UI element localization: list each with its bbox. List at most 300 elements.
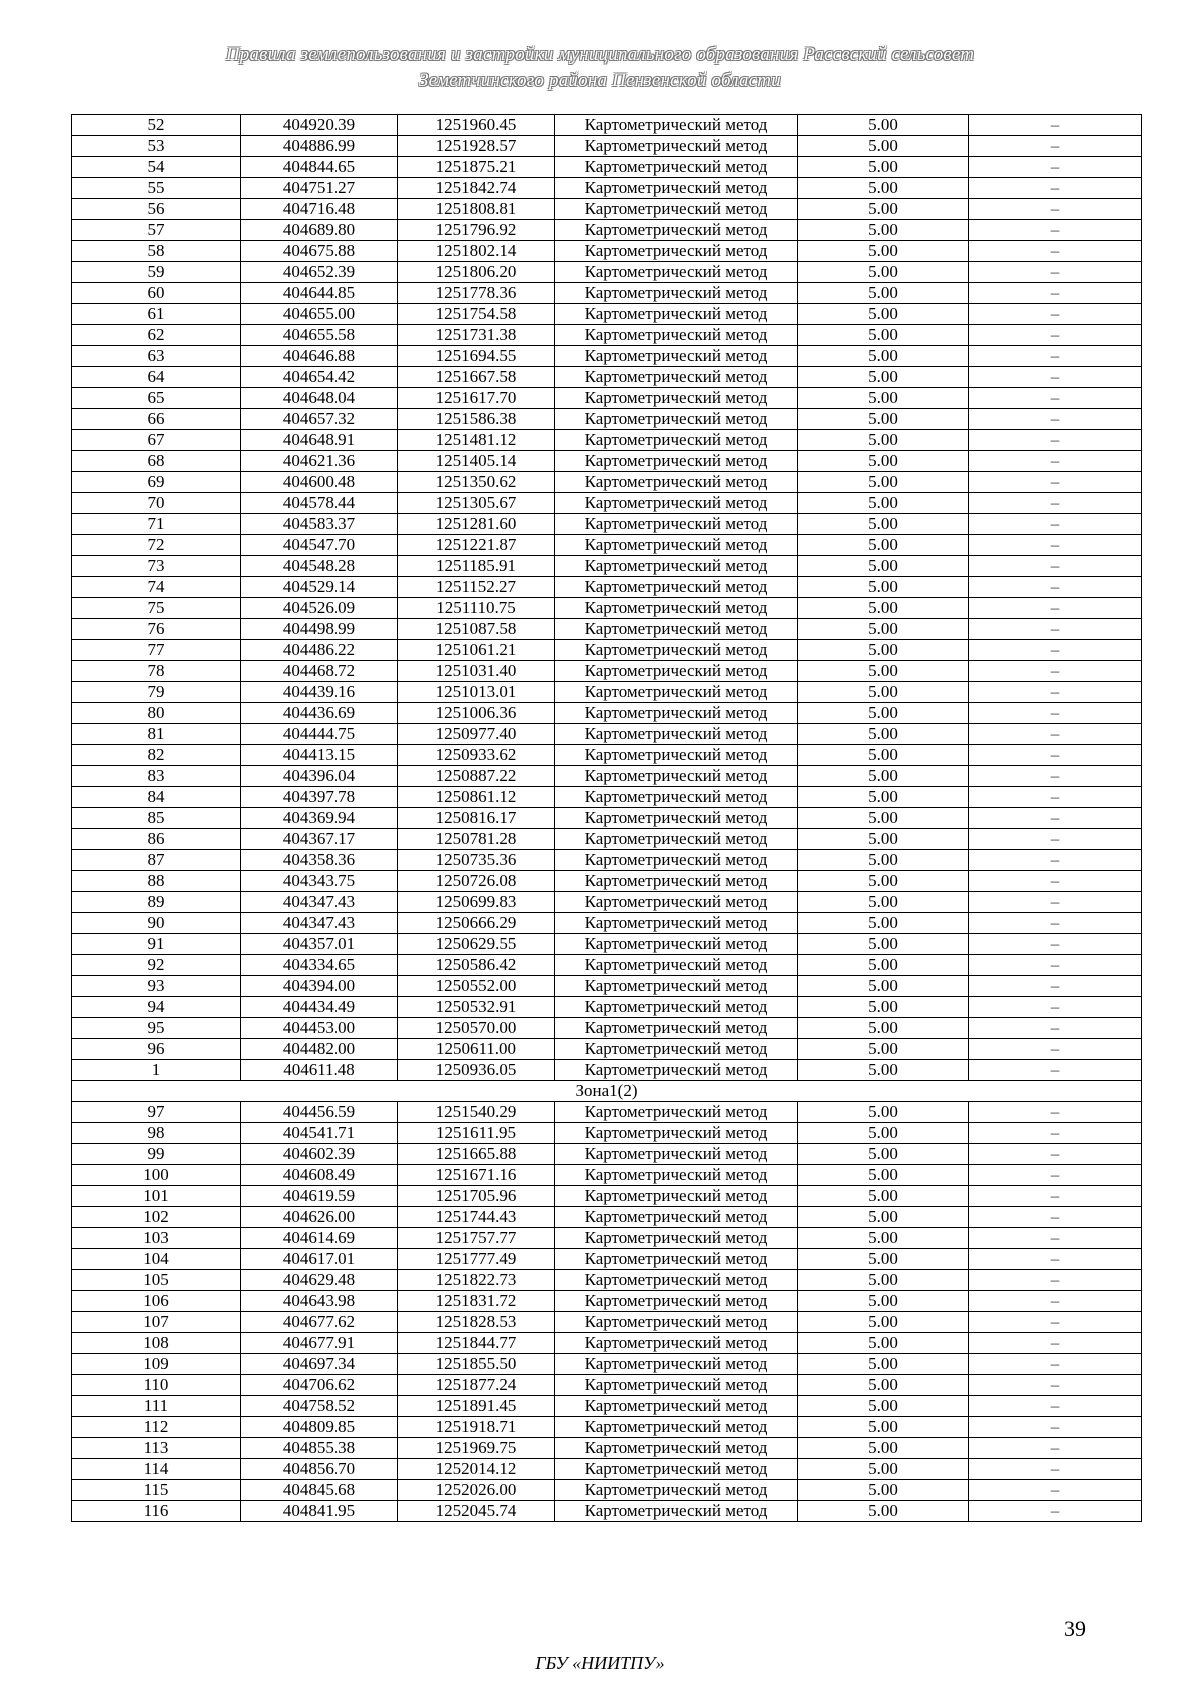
table-cell: 1251185.91 (398, 556, 555, 577)
table-cell: – (969, 808, 1142, 829)
table-cell: 1250552.00 (398, 976, 555, 997)
table-cell: 404619.59 (241, 1186, 398, 1207)
table-cell: 83 (72, 766, 241, 787)
table-cell: Картометрический метод (555, 1123, 798, 1144)
table-cell: 1251221.87 (398, 535, 555, 556)
table-row (72, 220, 1142, 241)
coordinates-table-body (72, 115, 1142, 1522)
table-cell: – (969, 1207, 1142, 1228)
table-cell: – (969, 514, 1142, 535)
table-cell: Картометрический метод (555, 997, 798, 1018)
table-cell: 1251960.45 (398, 115, 555, 136)
table-cell: 5.00 (798, 535, 969, 556)
header-line-2: Земетчинского района Пензенской области (419, 70, 781, 91)
table-row (72, 178, 1142, 199)
table-cell: – (969, 913, 1142, 934)
table-cell: 64 (72, 367, 241, 388)
table-cell: 1251705.96 (398, 1186, 555, 1207)
table-row (72, 1333, 1142, 1354)
table-cell: Картометрический метод (555, 1459, 798, 1480)
table-row (72, 367, 1142, 388)
table-cell: 1250586.42 (398, 955, 555, 976)
table-cell: 79 (72, 682, 241, 703)
table-cell: Картометрический метод (555, 976, 798, 997)
table-cell: – (969, 787, 1142, 808)
table-cell: – (969, 451, 1142, 472)
zone-label: Зона1(2) (72, 1081, 1142, 1102)
table-cell: 5.00 (798, 619, 969, 640)
table-cell: – (969, 115, 1142, 136)
table-cell: – (969, 304, 1142, 325)
table-cell: 5.00 (798, 892, 969, 913)
table-cell: 102 (72, 1207, 241, 1228)
table-row (72, 409, 1142, 430)
table-cell: Картометрический метод (555, 1186, 798, 1207)
table-row (72, 1312, 1142, 1333)
table-cell: 90 (72, 913, 241, 934)
table-cell: 1251778.36 (398, 283, 555, 304)
table-cell: 1251891.45 (398, 1396, 555, 1417)
table-row (72, 1417, 1142, 1438)
table-row (72, 661, 1142, 682)
table-cell: 1250726.08 (398, 871, 555, 892)
table-cell: Картометрический метод (555, 871, 798, 892)
table-cell: 72 (72, 535, 241, 556)
table-cell: – (969, 1186, 1142, 1207)
table-cell: 404809.85 (241, 1417, 398, 1438)
table-row (72, 430, 1142, 451)
table-cell: 1251087.58 (398, 619, 555, 640)
table-cell: 1250887.22 (398, 766, 555, 787)
table-cell: 55 (72, 178, 241, 199)
table-cell: 5.00 (798, 1438, 969, 1459)
table-cell: 5.00 (798, 850, 969, 871)
table-cell: 5.00 (798, 976, 969, 997)
table-row (72, 472, 1142, 493)
table-cell: 71 (72, 514, 241, 535)
table-cell: Картометрический метод (555, 1207, 798, 1228)
table-cell: 404758.52 (241, 1396, 398, 1417)
table-cell: 5.00 (798, 1123, 969, 1144)
table-cell: 1251152.27 (398, 577, 555, 598)
table-cell: Картометрический метод (555, 598, 798, 619)
table-cell: 85 (72, 808, 241, 829)
table-cell: 82 (72, 745, 241, 766)
table-cell: – (969, 766, 1142, 787)
table-cell: 61 (72, 304, 241, 325)
table-cell: – (969, 1333, 1142, 1354)
table-cell: 93 (72, 976, 241, 997)
table-cell: – (969, 472, 1142, 493)
table-row (72, 1270, 1142, 1291)
table-cell: Картометрический метод (555, 178, 798, 199)
table-cell: 84 (72, 787, 241, 808)
table-cell: 5.00 (798, 1165, 969, 1186)
table-row (72, 1165, 1142, 1186)
table-cell: 1251350.62 (398, 472, 555, 493)
table-cell: Картометрический метод (555, 1291, 798, 1312)
table-cell: – (969, 997, 1142, 1018)
header-line-1: Правила землепользования и застройки муниципального образования Рассвский сельсовет (225, 44, 975, 65)
table-cell: – (969, 430, 1142, 451)
table-cell: 1251617.70 (398, 388, 555, 409)
table-cell: 97 (72, 1102, 241, 1123)
table-cell: 5.00 (798, 598, 969, 619)
table-cell: 91 (72, 934, 241, 955)
table-cell: 63 (72, 346, 241, 367)
table-cell: 404855.38 (241, 1438, 398, 1459)
table-cell: Картометрический метод (555, 115, 798, 136)
table-cell: – (969, 325, 1142, 346)
table-cell: 101 (72, 1186, 241, 1207)
table-cell: 87 (72, 850, 241, 871)
table-cell: 5.00 (798, 1039, 969, 1060)
table-cell: 5.00 (798, 808, 969, 829)
table-cell: 1252045.74 (398, 1501, 555, 1522)
table-cell: 404751.27 (241, 178, 398, 199)
table-cell: 69 (72, 472, 241, 493)
table-row (72, 976, 1142, 997)
table-cell: 1251665.88 (398, 1144, 555, 1165)
table-row (72, 913, 1142, 934)
table-cell: 1252026.00 (398, 1480, 555, 1501)
table-cell: 1251822.73 (398, 1270, 555, 1291)
table-cell: 5.00 (798, 1270, 969, 1291)
table-cell: Картометрический метод (555, 430, 798, 451)
table-row (72, 787, 1142, 808)
table-cell: – (969, 409, 1142, 430)
table-cell: 404920.39 (241, 115, 398, 136)
table-cell: 1250699.83 (398, 892, 555, 913)
table-row (72, 1438, 1142, 1459)
table-cell: 404347.43 (241, 892, 398, 913)
table-cell: 59 (72, 262, 241, 283)
table-cell: 75 (72, 598, 241, 619)
table-cell: Картометрический метод (555, 682, 798, 703)
table-row (72, 934, 1142, 955)
table-cell: 1251481.12 (398, 430, 555, 451)
table-cell: – (969, 976, 1142, 997)
table-cell: 74 (72, 577, 241, 598)
table-cell: 1251061.21 (398, 640, 555, 661)
table-cell: 404602.39 (241, 1144, 398, 1165)
table-row (72, 766, 1142, 787)
table-cell: 100 (72, 1165, 241, 1186)
table-cell: 66 (72, 409, 241, 430)
table-cell: 104 (72, 1249, 241, 1270)
table-cell: Картометрический метод (555, 1501, 798, 1522)
table-cell: – (969, 241, 1142, 262)
table-cell: 5.00 (798, 451, 969, 472)
table-cell: Картометрический метод (555, 1312, 798, 1333)
table-cell: 106 (72, 1291, 241, 1312)
table-cell: – (969, 199, 1142, 220)
table-row (72, 1501, 1142, 1522)
table-row (72, 1396, 1142, 1417)
table-row (72, 325, 1142, 346)
table-row (72, 1249, 1142, 1270)
table-cell: 404657.32 (241, 409, 398, 430)
table-row (72, 808, 1142, 829)
table-cell: 5.00 (798, 1144, 969, 1165)
table-row (72, 115, 1142, 136)
table-cell: – (969, 745, 1142, 766)
table-cell: Картометрический метод (555, 787, 798, 808)
table-cell: 67 (72, 430, 241, 451)
table-cell: 1250629.55 (398, 934, 555, 955)
table-cell: – (969, 1438, 1142, 1459)
zone-row (72, 1081, 1142, 1102)
table-cell: 76 (72, 619, 241, 640)
table-cell: – (969, 388, 1142, 409)
table-cell: 404716.48 (241, 199, 398, 220)
table-cell: Картометрический метод (555, 1228, 798, 1249)
table-cell: Картометрический метод (555, 1018, 798, 1039)
table-cell: – (969, 262, 1142, 283)
table-cell: Картометрический метод (555, 262, 798, 283)
table-cell: 404689.80 (241, 220, 398, 241)
page-footer: ГБУ «НИИТПУ» (535, 1653, 665, 1673)
table-cell: 107 (72, 1312, 241, 1333)
table-cell: 404367.17 (241, 829, 398, 850)
table-cell: – (969, 157, 1142, 178)
table-cell: 404498.99 (241, 619, 398, 640)
table-cell: 68 (72, 451, 241, 472)
table-cell: – (969, 934, 1142, 955)
table-cell: 404453.00 (241, 1018, 398, 1039)
table-cell: 1251006.36 (398, 703, 555, 724)
table-cell: 1251281.60 (398, 514, 555, 535)
table-cell: 5.00 (798, 934, 969, 955)
table-cell: 5.00 (798, 262, 969, 283)
table-cell: 404626.00 (241, 1207, 398, 1228)
table-cell: 404578.44 (241, 493, 398, 514)
table-cell: Картометрический метод (555, 1102, 798, 1123)
table-cell: – (969, 640, 1142, 661)
table-cell: 110 (72, 1375, 241, 1396)
table-cell: 5.00 (798, 703, 969, 724)
table-cell: 404617.01 (241, 1249, 398, 1270)
table-cell: – (969, 724, 1142, 745)
table-cell: – (969, 955, 1142, 976)
table-cell: 1250570.00 (398, 1018, 555, 1039)
table-cell: 404343.75 (241, 871, 398, 892)
table-cell: 5.00 (798, 1312, 969, 1333)
table-cell: Картометрический метод (555, 1144, 798, 1165)
table-cell: 5.00 (798, 241, 969, 262)
table-cell: 404648.91 (241, 430, 398, 451)
table-cell: 5.00 (798, 199, 969, 220)
table-cell: 94 (72, 997, 241, 1018)
table-cell: 404583.37 (241, 514, 398, 535)
table-cell: – (969, 1228, 1142, 1249)
table-cell: 404654.42 (241, 367, 398, 388)
table-cell: 1251731.38 (398, 325, 555, 346)
table-cell: 111 (72, 1396, 241, 1417)
table-row (72, 241, 1142, 262)
table-row (72, 997, 1142, 1018)
table-cell: – (969, 850, 1142, 871)
table-cell: – (969, 1291, 1142, 1312)
table-cell: 1251796.92 (398, 220, 555, 241)
table-cell: 5.00 (798, 766, 969, 787)
table-cell: Картометрический метод (555, 1165, 798, 1186)
table-cell: 1251969.75 (398, 1438, 555, 1459)
table-cell: Картометрический метод (555, 1039, 798, 1060)
table-cell: 58 (72, 241, 241, 262)
table-cell: Картометрический метод (555, 1438, 798, 1459)
table-cell: 77 (72, 640, 241, 661)
table-cell: Картометрический метод (555, 1480, 798, 1501)
table-cell: 5.00 (798, 283, 969, 304)
table-cell: 404434.49 (241, 997, 398, 1018)
table-cell: Картометрический метод (555, 661, 798, 682)
table-cell: – (969, 346, 1142, 367)
table-cell: 404526.09 (241, 598, 398, 619)
table-cell: 103 (72, 1228, 241, 1249)
table-cell: 404614.69 (241, 1228, 398, 1249)
table-cell: 404677.91 (241, 1333, 398, 1354)
table-cell: 1250936.05 (398, 1060, 555, 1081)
table-cell: 1251806.20 (398, 262, 555, 283)
table-cell: 5.00 (798, 178, 969, 199)
table-cell: – (969, 136, 1142, 157)
table-cell: 109 (72, 1354, 241, 1375)
table-cell: 5.00 (798, 1186, 969, 1207)
table-cell: 404439.16 (241, 682, 398, 703)
table-cell: – (969, 1123, 1142, 1144)
table-cell: 404646.88 (241, 346, 398, 367)
table-cell: 81 (72, 724, 241, 745)
table-cell: – (969, 1417, 1142, 1438)
table-cell: 1251667.58 (398, 367, 555, 388)
table-cell: 54 (72, 157, 241, 178)
table-cell: Картометрический метод (555, 850, 798, 871)
table-row (72, 388, 1142, 409)
table-cell: 1250861.12 (398, 787, 555, 808)
table-cell: 5.00 (798, 1207, 969, 1228)
table-cell: 53 (72, 136, 241, 157)
table-row (72, 703, 1142, 724)
table-cell: – (969, 493, 1142, 514)
table-cell: 1251611.95 (398, 1123, 555, 1144)
table-cell: Картометрический метод (555, 808, 798, 829)
table-row (72, 829, 1142, 850)
table-cell: Картометрический метод (555, 283, 798, 304)
table-cell: 5.00 (798, 1459, 969, 1480)
table-cell: 404436.69 (241, 703, 398, 724)
table-cell: 1250933.62 (398, 745, 555, 766)
table-cell: Картометрический метод (555, 346, 798, 367)
table-cell: 5.00 (798, 1354, 969, 1375)
table-cell: 404655.00 (241, 304, 398, 325)
table-row (72, 724, 1142, 745)
table-cell: Картометрический метод (555, 619, 798, 640)
table-cell: – (969, 577, 1142, 598)
table-cell: Картометрический метод (555, 304, 798, 325)
table-cell: – (969, 535, 1142, 556)
table-cell: Картометрический метод (555, 1249, 798, 1270)
table-row (72, 199, 1142, 220)
table-cell: – (969, 1270, 1142, 1291)
table-cell: 404394.00 (241, 976, 398, 997)
table-cell: 5.00 (798, 1375, 969, 1396)
table-cell: 73 (72, 556, 241, 577)
table-cell: 1 (72, 1060, 241, 1081)
table-cell: 5.00 (798, 514, 969, 535)
table-cell: 404396.04 (241, 766, 398, 787)
table-cell: – (969, 661, 1142, 682)
table-row (72, 1123, 1142, 1144)
table-row (72, 262, 1142, 283)
table-row (72, 1207, 1142, 1228)
table-cell: Картометрический метод (555, 241, 798, 262)
table-row (72, 1459, 1142, 1480)
table-cell: 52 (72, 115, 241, 136)
table-cell: Картометрический метод (555, 220, 798, 241)
table-cell: 404621.36 (241, 451, 398, 472)
table-cell: 95 (72, 1018, 241, 1039)
table-cell: 56 (72, 199, 241, 220)
table-cell: Картометрический метод (555, 472, 798, 493)
table-row (72, 1144, 1142, 1165)
table-cell: Картометрический метод (555, 577, 798, 598)
table-cell: 404644.85 (241, 283, 398, 304)
table-cell: Картометрический метод (555, 892, 798, 913)
table-cell: – (969, 892, 1142, 913)
table-cell: Картометрический метод (555, 1396, 798, 1417)
table-row (72, 451, 1142, 472)
table-row (72, 1186, 1142, 1207)
table-cell: – (969, 1018, 1142, 1039)
table-row (72, 157, 1142, 178)
table-cell: 404844.65 (241, 157, 398, 178)
table-cell: Картометрический метод (555, 1270, 798, 1291)
table-cell: 1251877.24 (398, 1375, 555, 1396)
table-row (72, 1039, 1142, 1060)
table-cell: 80 (72, 703, 241, 724)
table-cell: – (969, 1102, 1142, 1123)
table-cell: – (969, 283, 1142, 304)
table-cell: 5.00 (798, 1333, 969, 1354)
table-cell: 1251586.38 (398, 409, 555, 430)
table-row (72, 892, 1142, 913)
table-cell: Картометрический метод (555, 1375, 798, 1396)
table-row (72, 1060, 1142, 1081)
table-cell: – (969, 1354, 1142, 1375)
table-cell: 5.00 (798, 577, 969, 598)
table-cell: – (969, 1165, 1142, 1186)
table-row (72, 1354, 1142, 1375)
table-cell: – (969, 1459, 1142, 1480)
table-cell: Картометрический метод (555, 640, 798, 661)
table-cell: 5.00 (798, 745, 969, 766)
table-cell: 5.00 (798, 1480, 969, 1501)
table-cell: 5.00 (798, 367, 969, 388)
table-cell: 1251694.55 (398, 346, 555, 367)
table-cell: 5.00 (798, 220, 969, 241)
table-cell: 404358.36 (241, 850, 398, 871)
table-cell: 5.00 (798, 346, 969, 367)
table-cell: 404652.39 (241, 262, 398, 283)
table-cell: Картометрический метод (555, 1060, 798, 1081)
table-cell: 1251875.21 (398, 157, 555, 178)
table-cell: – (969, 1312, 1142, 1333)
table-row (72, 1228, 1142, 1249)
table-cell: 1251828.53 (398, 1312, 555, 1333)
table-cell: 5.00 (798, 1291, 969, 1312)
table-cell: 98 (72, 1123, 241, 1144)
